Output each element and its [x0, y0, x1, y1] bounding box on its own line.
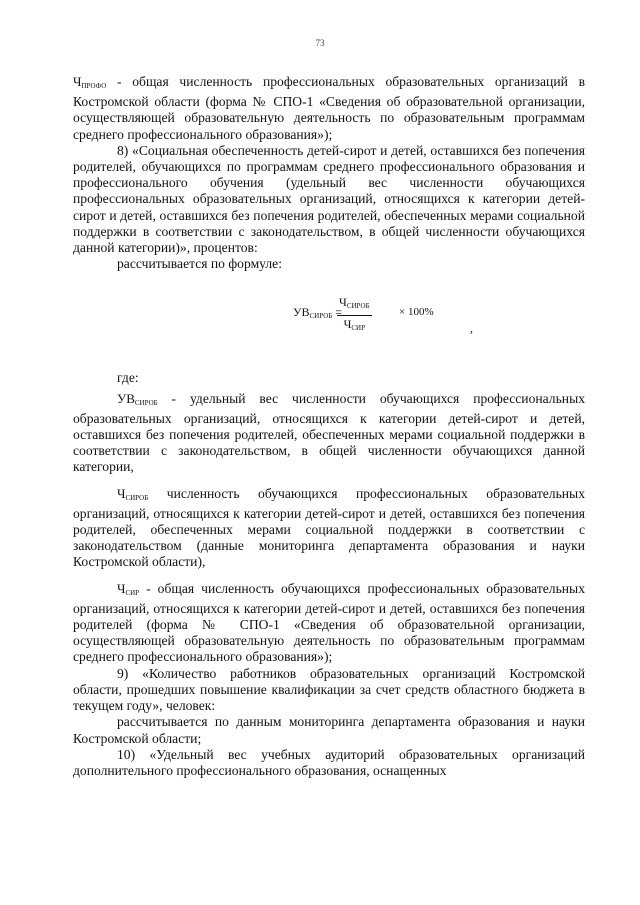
formula-fraction [337, 294, 372, 335]
formula-denominator: $Ч_{СИР}$ [343, 316, 366, 332]
formula-comma: , [470, 321, 473, 336]
paragraph-formula-intro: рассчитывается по формуле: [117, 256, 282, 272]
page-number: 73 [315, 38, 325, 48]
symbol-ch-sirob: $Ч_{СИРОБ}$ [117, 485, 149, 502]
paragraph-uv-sirob: $УВ_{СИРОБ}$ - удельный вес численности обучающихся профессиональных образовательных организаций, относящихся к категории детей-сирот и детей, оставшихся без попечения родителей, обеспеченных мерами социальной поддержки в соответствии с законодательством, в общей численности обучающихся данной категории, [73, 390, 585, 475]
paragraph-where: где: [117, 370, 139, 386]
paragraph-item-8: 8) «Социальная обеспеченность детей-сирот и детей, оставшихся без попечения родителей, обучающихся по программам среднего профессионального образования и профессионального обучения (удельный вес численности обучающихся профессиональных образовательных организаций, относящихся к категории детей-сирот и детей, оставшихся без попечения родителей, обеспеченных мерами социальной поддержки в соответствии с законодательством, в общей численности обучающихся данной категории)», процентов: [73, 142, 585, 256]
paragraph-item-9-calc: рассчитывается по данным мониторинга департамента образования и науки Костромской области; [73, 714, 585, 746]
formula [73, 294, 585, 346]
formula-numerator: $Ч_{СИРОБ}$ [337, 294, 372, 315]
paragraph-chprofo: $Ч_{ПРОФО}$ - общая численность профессиональных образовательных организаций в Костромской области (форма № СПО-1 «Сведения об образовательной организации, осуществляющей образовательную деятельность по образовательным программам среднего профессионального образования»); [73, 74, 585, 142]
symbol-chprofo: $Ч_{ПРОФО}$ [73, 74, 107, 90]
paragraph-ch-sirob: $Ч_{СИРОБ}$ численность обучающихся профессиональных образовательных организаций, относящихся к категории детей-сирот и детей, оставшихся без попечения родителей, обеспеченных мерами социальной поддержки в соответствии с законодательством (данные мониторинга департамента образования и науки Костромской области), [73, 485, 585, 570]
paragraph-ch-sir: $Ч_{СИР}$ - общая численность обучающихся профессиональных образовательных организаций, относящихся к категории детей-сирот и детей, оставшихся без попечения родителей (форма № СПО-1 «Сведения об образовательной организации, осуществляющей образовательную деятельность по образовательным программам среднего профессионального образования»); [73, 580, 585, 665]
symbol-ch-sir: $Ч_{СИР}$ [117, 580, 140, 597]
formula-multiplier: × 100% [399, 306, 434, 319]
paragraph-item-9: 9) «Количество работников образовательных организаций Костромской области, прошедших повышение квалификации за счет средств областного бюджета в текущем году», человек: [73, 665, 585, 714]
symbol-uv-sirob: $УВ_{СИРОБ}$ [117, 390, 158, 407]
document-body [73, 74, 585, 779]
formula-lhs: $УВ_{СИРОБ}$ = [293, 305, 343, 321]
paragraph-item-10: 10) «Удельный вес учебных аудиторий образовательных организаций дополнительного профессионального образования, оснащенных [73, 746, 585, 778]
